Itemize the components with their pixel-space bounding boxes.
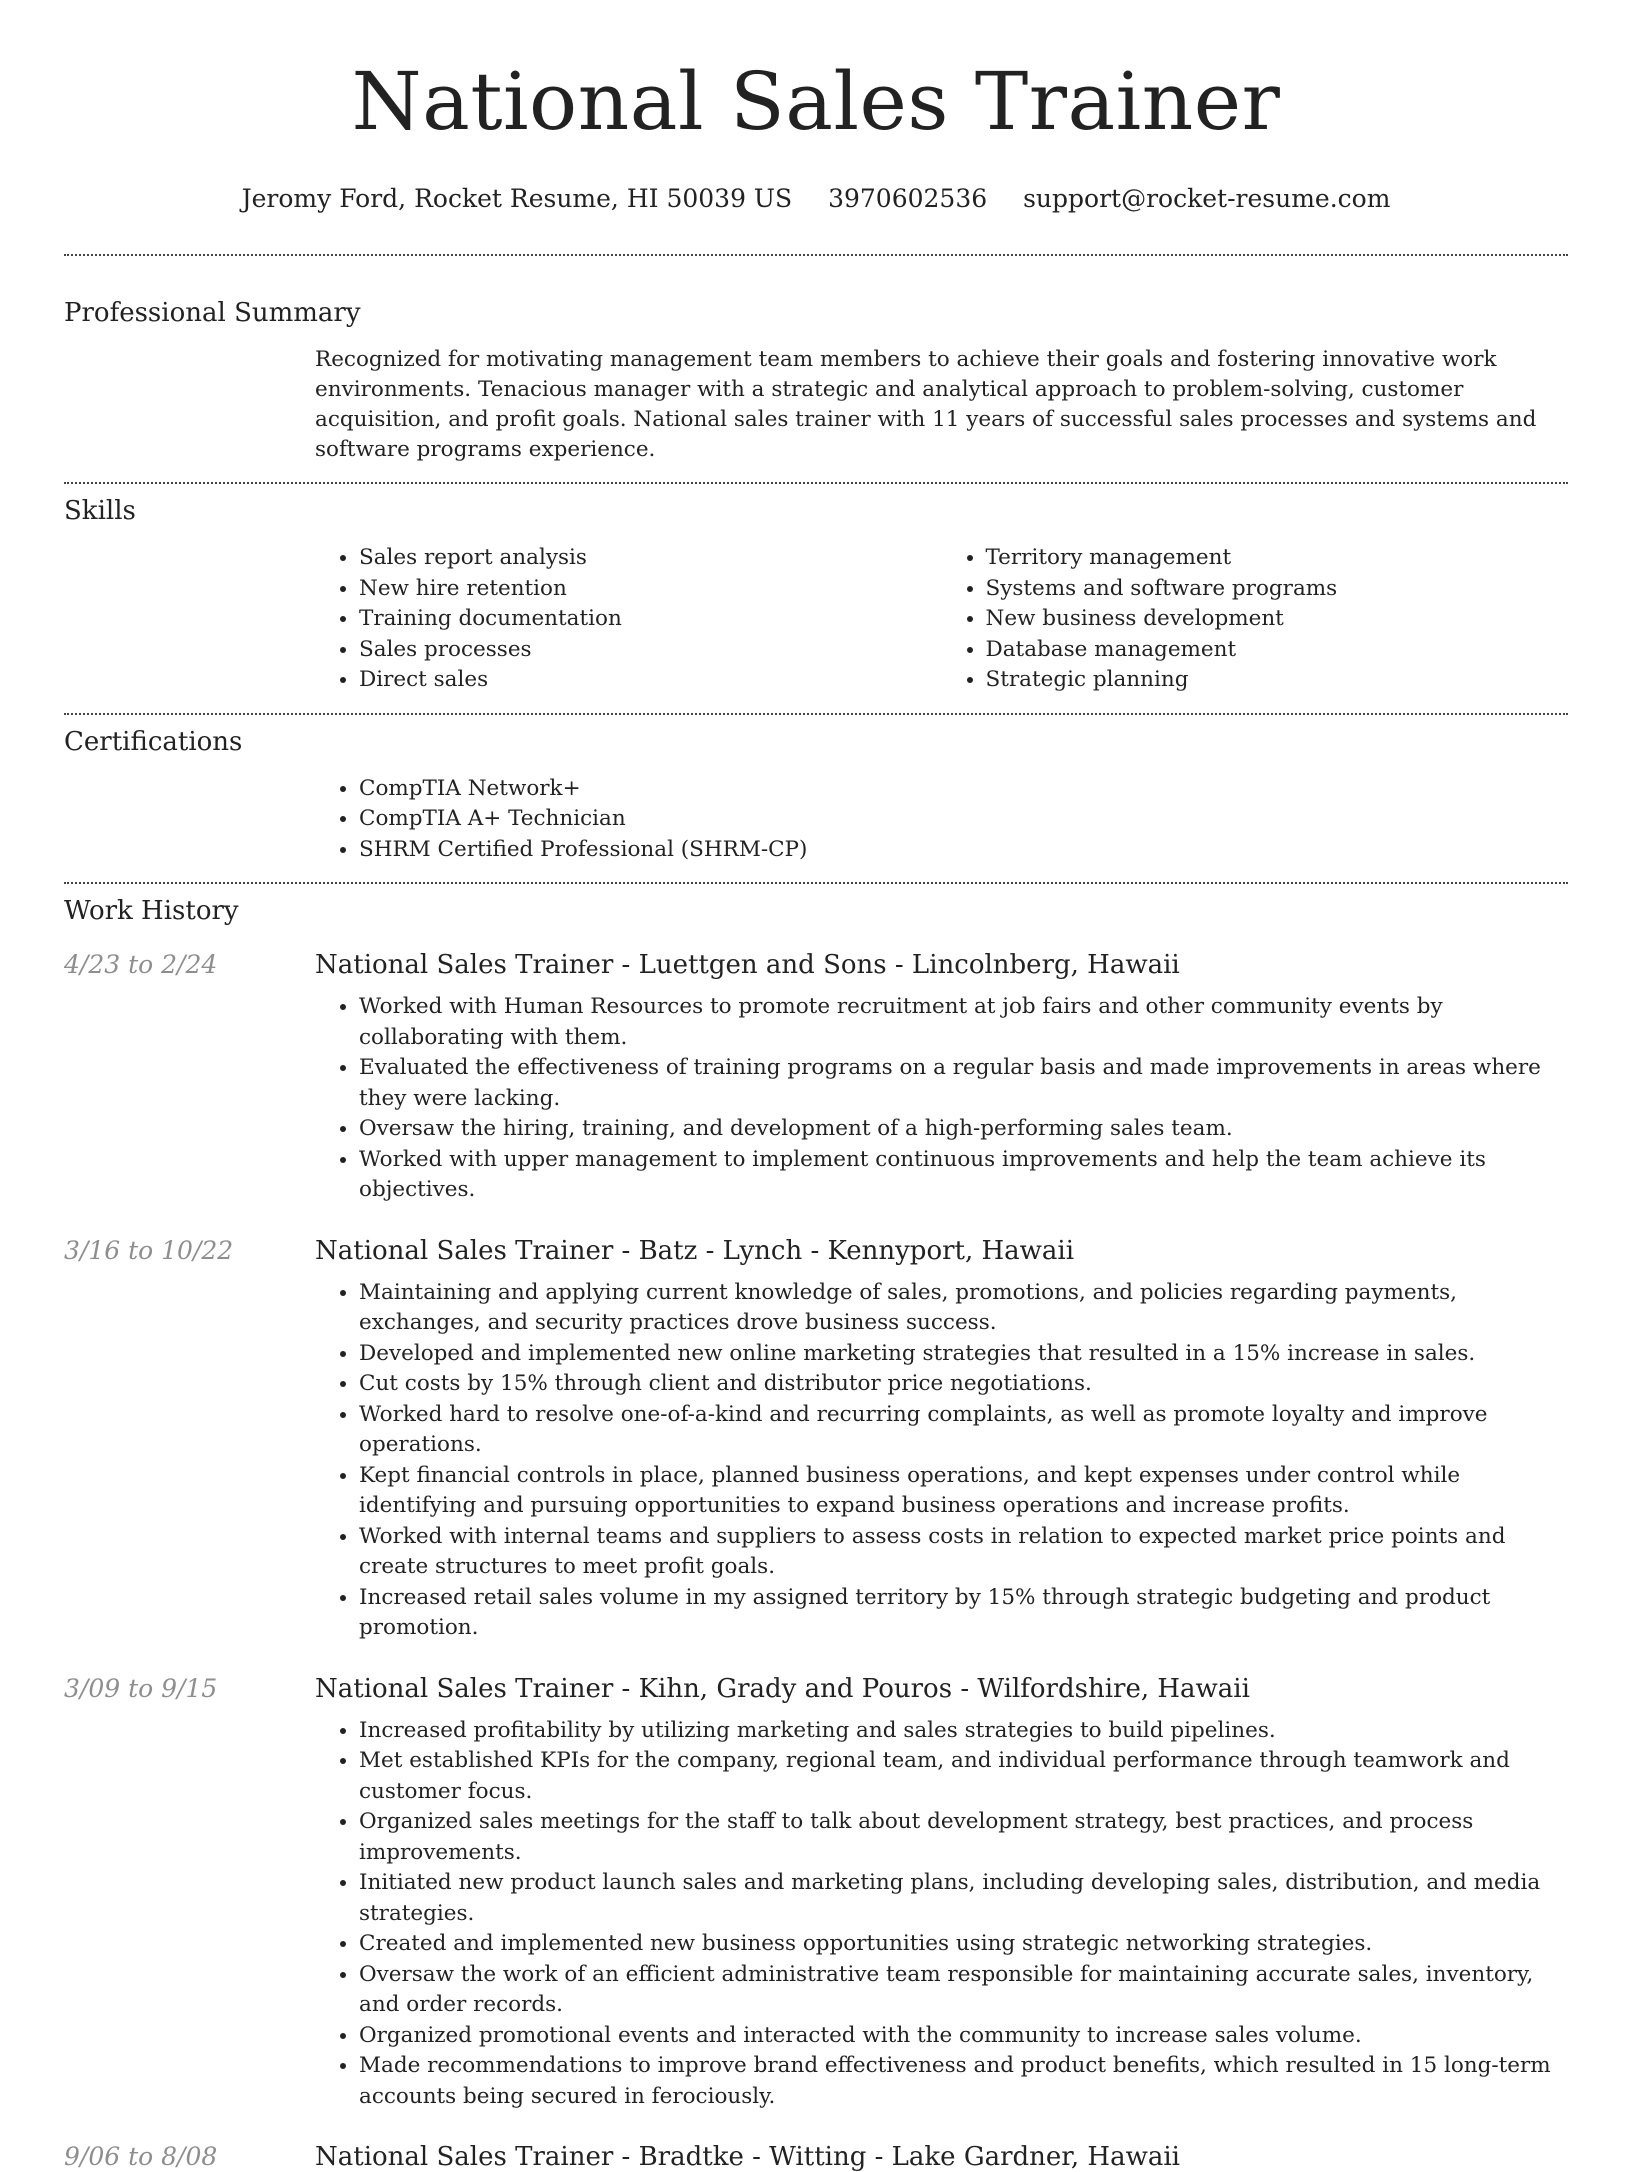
list-item: • Oversaw the work of an efficient administrative team responsible for maintaining accurate sales, inventory, and order records. <box>359 1960 1568 2021</box>
job-dates: 9/06 to 8/08 <box>64 2142 218 2171</box>
job-entry <box>64 1674 1568 2113</box>
certifications-section <box>64 725 1568 866</box>
list-item: • Created and implemented new business opportunities using strategic networking strategies. <box>359 1929 1568 1960</box>
list-item: • Oversaw the hiring, training, and development of a high-performing sales team. <box>359 1114 1568 1145</box>
list-item: • Systems and software programs <box>986 574 1569 605</box>
list-item: • SHRM Certified Professional (SHRM-CP) <box>359 835 1568 866</box>
list-item: • Developed and implemented new online marketing strategies that resulted in a 15% increase in sales. <box>359 1339 1568 1370</box>
work-heading: Work History <box>64 896 239 926</box>
skills-list-right <box>942 543 1569 696</box>
job-entry <box>64 2142 1568 2172</box>
list-item: • Strategic planning <box>986 665 1569 696</box>
skills-section <box>64 494 1568 696</box>
summary-section <box>64 296 1568 465</box>
divider <box>64 254 1568 256</box>
certifications-list <box>315 774 1568 866</box>
contact-address: Jeromy Ford, Rocket Resume, HI 50039 US <box>241 184 793 213</box>
skills-heading: Skills <box>64 496 136 526</box>
work-section <box>64 894 1568 2172</box>
contact-email: support@rocket-resume.com <box>1023 184 1391 213</box>
contact-phone: 3970602536 <box>828 184 988 213</box>
skills-list-left <box>315 543 942 696</box>
list-item: • New hire retention <box>359 574 942 605</box>
list-item: • Increased retail sales volume in my assigned territory by 15% through strategic budgeting and product promotion. <box>359 1583 1568 1644</box>
list-item: • Evaluated the effectiveness of training programs on a regular basis and made improvements in areas where they were lacking. <box>359 1053 1568 1114</box>
list-item: • New business development <box>986 604 1569 635</box>
job-title: National Sales Trainer - Bradtke - Witting - Lake Gardner, Hawaii <box>315 2142 1180 2172</box>
list-item: • Initiated new product launch sales and marketing plans, including developing sales, distribution, and media strategies. <box>359 1868 1568 1929</box>
list-item: • Worked with Human Resources to promote recruitment at job fairs and other community events by collaborating with them. <box>359 992 1568 1053</box>
job-bullets <box>315 992 1568 1206</box>
list-item: • Sales report analysis <box>359 543 942 574</box>
job-entry <box>64 950 1568 1206</box>
divider <box>64 482 1568 484</box>
job-title: National Sales Trainer - Kihn, Grady and Pouros - Wilfordshire, Hawaii <box>315 1673 1250 1704</box>
job-title: National Sales Trainer - Batz - Lynch - Kennyport, Hawaii <box>315 1235 1075 1266</box>
job-bullets <box>315 1716 1568 2113</box>
job-dates: 4/23 to 2/24 <box>64 950 218 979</box>
list-item: • Training documentation <box>359 604 942 635</box>
list-item: • Cut costs by 15% through client and distributor price negotiations. <box>359 1369 1568 1400</box>
list-item: • Worked with upper management to implement continuous improvements and help the team achieve its objectives. <box>359 1145 1568 1206</box>
list-item: • Met established KPIs for the company, regional team, and individual performance through teamwork and customer focus. <box>359 1746 1568 1807</box>
job-bullets <box>315 1278 1568 1644</box>
list-item: • Made recommendations to improve brand effectiveness and product benefits, which resulted in 15 long-term accounts being secured in ferociously. <box>359 2051 1568 2112</box>
summary-heading: Professional Summary <box>64 298 361 328</box>
job-title: National Sales Trainer - Luettgen and Sons - Lincolnberg, Hawaii <box>315 950 1180 980</box>
list-item: • CompTIA A+ Technician <box>359 804 1568 835</box>
contact-line <box>64 182 1568 216</box>
list-item: • Worked hard to resolve one-of-a-kind and recurring complaints, as well as promote loyalty and improve operations. <box>359 1400 1568 1461</box>
job-dates: 3/16 to 10/22 <box>64 1235 234 1265</box>
list-item: • Maintaining and applying current knowledge of sales, promotions, and policies regarding payments, exchanges, and security practices drove business success. <box>359 1278 1568 1339</box>
list-item: • Territory management <box>986 543 1569 574</box>
list-item: • Organized sales meetings for the staff to talk about development strategy, best practices, and process improvements. <box>359 1807 1568 1868</box>
list-item: • Increased profitability by utilizing marketing and sales strategies to build pipelines. <box>359 1716 1568 1747</box>
job-entry <box>64 1236 1568 1644</box>
divider <box>64 713 1568 715</box>
list-item: • CompTIA Network+ <box>359 774 1568 805</box>
list-item: • Worked with internal teams and suppliers to assess costs in relation to expected market price points and create structures to meet profit goals. <box>359 1522 1568 1583</box>
list-item: • Direct sales <box>359 665 942 696</box>
summary-text: Recognized for motivating management team members to achieve their goals and fostering innovative work environments. Tenacious manager with a strategic and analytical approach to problem-solving, customer acquisition, and profit goals. National sales trainer with 11 years of successful sales processes and systems and software programs experience. <box>315 347 1537 462</box>
list-item: • Database management <box>986 635 1569 666</box>
certifications-heading: Certifications <box>64 726 243 757</box>
page-title: National Sales Trainer <box>351 55 1281 148</box>
list-item: • Organized promotional events and interacted with the community to increase sales volume. <box>359 2021 1568 2052</box>
job-dates: 3/09 to 9/15 <box>64 1673 218 1703</box>
list-item: • Kept financial controls in place, planned business operations, and kept expenses under control while identifying and pursuing opportunities to expand business operations and increase profits. <box>359 1461 1568 1522</box>
divider <box>64 882 1568 884</box>
list-item: • Sales processes <box>359 635 942 666</box>
